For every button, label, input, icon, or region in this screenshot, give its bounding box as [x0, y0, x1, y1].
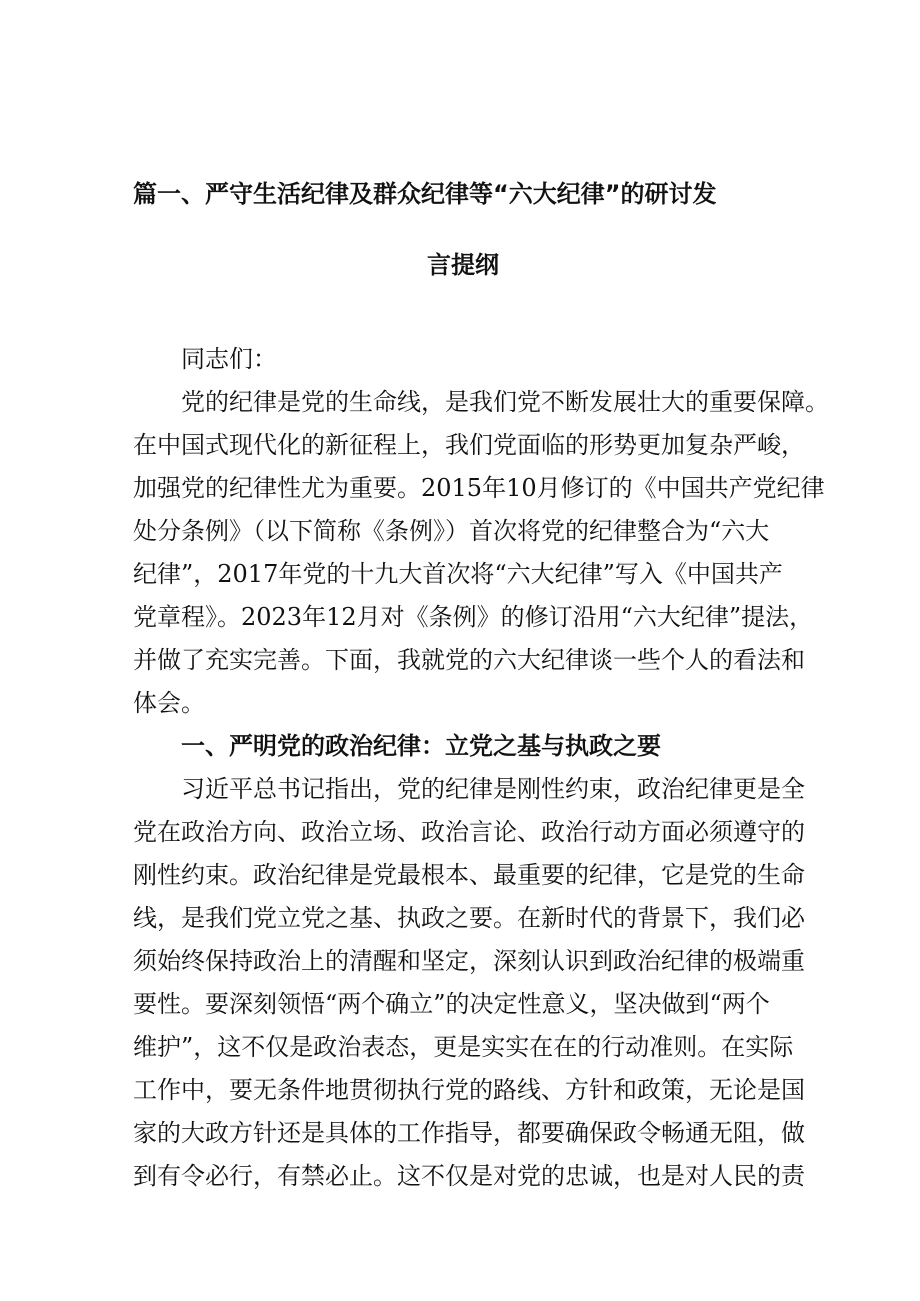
section-1-heading: 一、严明党的政治纪律：立党之基与执政之要	[181, 732, 661, 760]
paragraph-line: 加强党的纪律性尤为重要。2015年10月修订的《中国共产党纪律	[133, 474, 825, 502]
salutation: 同志们：	[181, 345, 277, 373]
paragraph-line: 要性。要深刻领悟“两个确立”的决定性意义，坚决做到“两个	[133, 990, 770, 1018]
paragraph-line: 在中国式现代化的新征程上，我们党面临的形势更加复杂严峻，	[133, 431, 805, 459]
paragraph-line: 维护”，这不仅是政治表态，更是实实在在的行动准则。在实际	[133, 1033, 794, 1061]
paragraph-line: 党的纪律是党的生命线，是我们党不断发展壮大的重要保障。	[181, 388, 829, 416]
paragraph-line: 习近平总书记指出，党的纪律是刚性约束，政治纪律更是全	[181, 775, 805, 803]
paragraph-line: 党章程》。2023年12月对《条例》的修订沿用“六大纪律”提法，	[133, 603, 814, 631]
paragraph-line: 刚性约束。政治纪律是党最根本、最重要的纪律，它是党的生命	[133, 861, 805, 889]
document-title-line-1: 篇一、严守生活纪律及群众纪律等“六大纪律”的研讨发	[133, 180, 717, 208]
paragraph-line: 须始终保持政治上的清醒和坚定，深刻认识到政治纪律的极端重	[133, 947, 805, 975]
paragraph-line: 工作中，要无条件地贯彻执行党的路线、方针和政策，无论是国	[133, 1076, 805, 1104]
paragraph-line: 处分条例》（以下简称《条例》）首次将党的纪律整合为“六大	[133, 517, 770, 545]
document-title-line-2: 言提纲	[427, 251, 499, 279]
paragraph-line: 纪律”，2017年党的十九大首次将“六大纪律”写入《中国共产	[133, 560, 783, 588]
paragraph-line: 到有令必行，有禁必止。这不仅是对党的忠诚，也是对人民的责	[133, 1162, 805, 1190]
paragraph-line: 并做了充实完善。下面，我就党的六大纪律谈一些个人的看法和	[133, 646, 805, 674]
paragraph-line: 体会。	[133, 689, 205, 717]
paragraph-line: 党在政治方向、政治立场、政治言论、政治行动方面必须遵守的	[133, 818, 805, 846]
paragraph-line: 家的大政方针还是具体的工作指导，都要确保政令畅通无阻，做	[133, 1119, 805, 1147]
paragraph-line: 线，是我们党立党之基、执政之要。在新时代的背景下，我们必	[133, 904, 805, 932]
